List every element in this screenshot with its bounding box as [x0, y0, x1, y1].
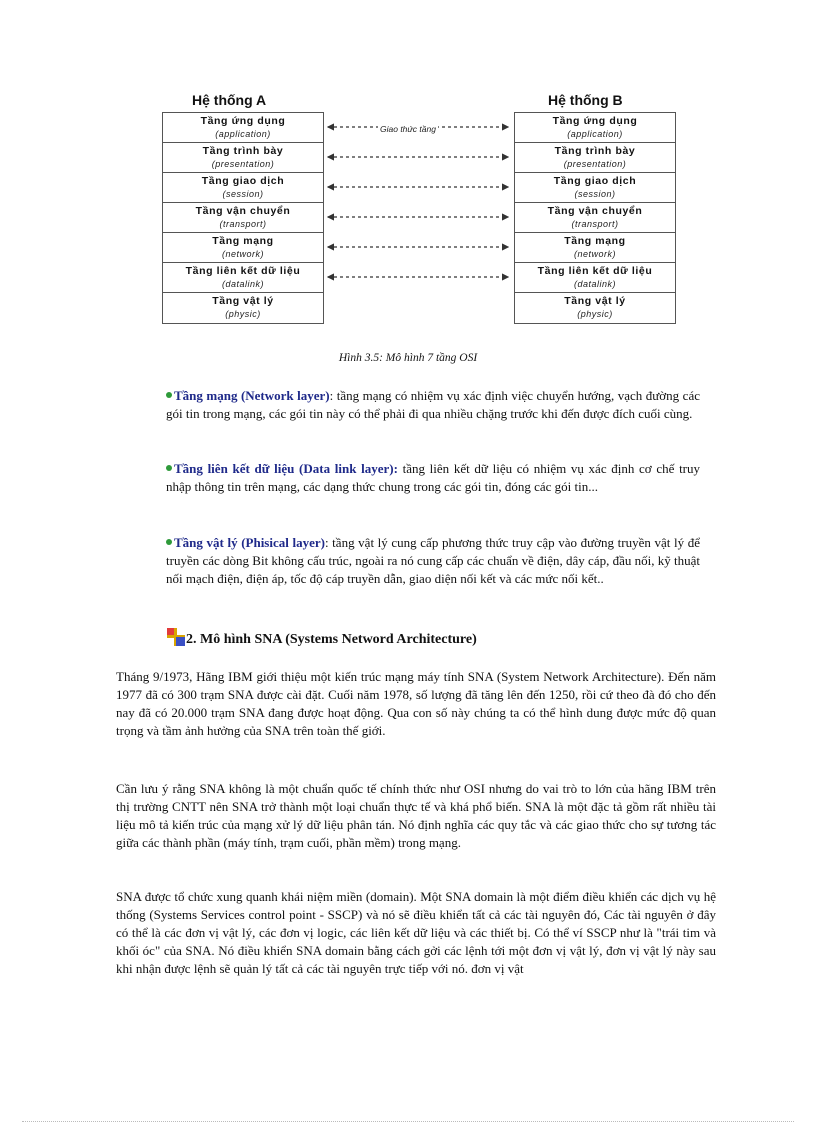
- layer-b-datalink: Tầng liên kết dữ liệu (datalink): [515, 263, 675, 293]
- system-b-stack: [514, 112, 676, 324]
- bullet-text: : tầng vật lý cung cấp phương thức truy cập vào đường truyền vật lý để truyền các dòng Bit không cấu trúc, ngoài ra nó cung cấp các chuẩn về điện, dây cáp, đầu nối, kỹ thuật nối mạch điện, điện áp, tốc độ cáp truyền dẫn, giao diện nối kết và các mức nối kết..: [166, 535, 700, 586]
- bullet-term: Tầng liên kết dữ liệu (Data link layer):: [174, 461, 398, 476]
- layer-a-physic: Tầng vật lý (physic): [212, 295, 274, 319]
- bullet-dot-icon: [166, 539, 172, 545]
- system-a-title: Hệ thống A: [192, 92, 267, 108]
- section-heading-text: 2. Mô hình SNA (Systems Netword Architecture): [186, 632, 477, 647]
- bullet-term: Tầng vật lý (Phisical layer): [174, 535, 325, 550]
- bullet-physical-layer: [166, 534, 700, 588]
- paragraph-sna-domain: SNA được tổ chức xung quanh khái niệm miền (domain). Một SNA domain là một điểm điều khiển các dịch vụ hệ thống (Systems Services control point - SSCP) và nó sẽ điều khiển tất cả các tài nguyên đó, Các tài nguyên ở đây có thể là các đơn vị vật lý, các đơn vị logic, các liên kết dữ liệu và các thiết bị. Có thể ví SSCP như là "trái tim và khối óc" của SNA. Nó điều khiển SNA domain bằng cách gởi các lệnh tới một đơn vị vật lý, đơn vị vật lý này sau khi nhận được lệnh sẽ quản lý tất cả các tài nguyên trực tiếp với nó. đơn vị vật: [116, 889, 716, 976]
- paragraph-sna-standard: Cần lưu ý rằng SNA không là một chuẩn quốc tế chính thức như OSI nhưng do vai trò to lớn của hãng IBM trên thị trường CNTT nên SNA trở thành một loại chuẩn thực tế và khá phổ biến. SNA là một đặc tả gồm rất nhiều tài liệu mô tả kiến trúc của mạng xử lý dữ liệu phân tán. Nó định nghĩa các quy tắc và các giao thức cho sự tương tác giữa các thành phần (máy tính, trạm cuối, phần mềm) trong mạng.: [116, 781, 716, 850]
- page-bottom-rule: [22, 1121, 794, 1122]
- layer-a-network: Tầng mạng (network): [163, 233, 323, 263]
- protocol-label: Giao thức tầng: [380, 124, 436, 134]
- layer-b-network: Tầng mạng (network): [515, 233, 675, 263]
- layer-b-transport: Tầng vận chuyển (transport): [515, 203, 675, 233]
- bullet-datalink-layer: [166, 460, 700, 496]
- bullet-text: tầng liên kết dữ liệu có nhiệm vụ xác định cơ chế truy nhập thông tin trên mạng, các dạng thức chung trong các gói tin, đóng các gói tin...: [166, 461, 701, 494]
- paragraph-sna-history: Tháng 9/1973, Hãng IBM giới thiệu một kiến trúc mạng máy tính SNA (System Network Architecture). Đến năm 1977 đã có 300 trạm SNA được cài đặt. Cuối năm 1978, số lượng đã tăng lên đến 1250, rồi cứ theo đà đó cho đến nay đã có 20.000 trạm SNA đang được hoạt động. Qua con số này chúng ta có thể hình dung được mức độ quan trọng và tầm ảnh hưởng của SNA trên toàn thế giới.: [116, 669, 716, 738]
- section-marker-icon: [166, 628, 186, 646]
- protocol-arrows: [322, 112, 514, 324]
- layer-b-presentation: Tầng trình bày (presentation): [515, 143, 675, 173]
- section-heading: [166, 628, 477, 648]
- layer-a-transport: Tầng vận chuyển (transport): [163, 203, 323, 233]
- layer-a-session: Tầng giao dịch (session): [163, 173, 323, 203]
- bullet-text: : tầng mạng có nhiệm vụ xác định việc chuyển hướng, vạch đường các gói tin trong mạng, các gói tin này có thể phải đi qua nhiều chặng trước khi đến được đích cuối cùng.: [166, 388, 700, 421]
- bullet-network-layer: [166, 387, 700, 423]
- layer-a-application: Tầng ứng dụng (application): [163, 113, 323, 143]
- layer-a-datalink: Tầng liên kết dữ liệu (datalink): [163, 263, 323, 293]
- system-a-stack: [162, 112, 324, 324]
- figure-caption: Hình 3.5: Mô hình 7 tầng OSI: [338, 352, 478, 364]
- layer-b-application: Tầng ứng dụng (application): [515, 113, 675, 143]
- layer-a-presentation: Tầng trình bày (presentation): [163, 143, 323, 173]
- bullet-term: Tầng mạng (Network layer): [174, 388, 330, 403]
- layer-b-physic: Tầng vật lý (physic): [564, 295, 626, 319]
- bullet-dot-icon: [166, 465, 172, 471]
- osi-diagram: [160, 90, 680, 335]
- system-b-title: Hệ thống B: [548, 92, 623, 108]
- layer-b-session: Tầng giao dịch (session): [515, 173, 675, 203]
- bullet-dot-icon: [166, 392, 172, 398]
